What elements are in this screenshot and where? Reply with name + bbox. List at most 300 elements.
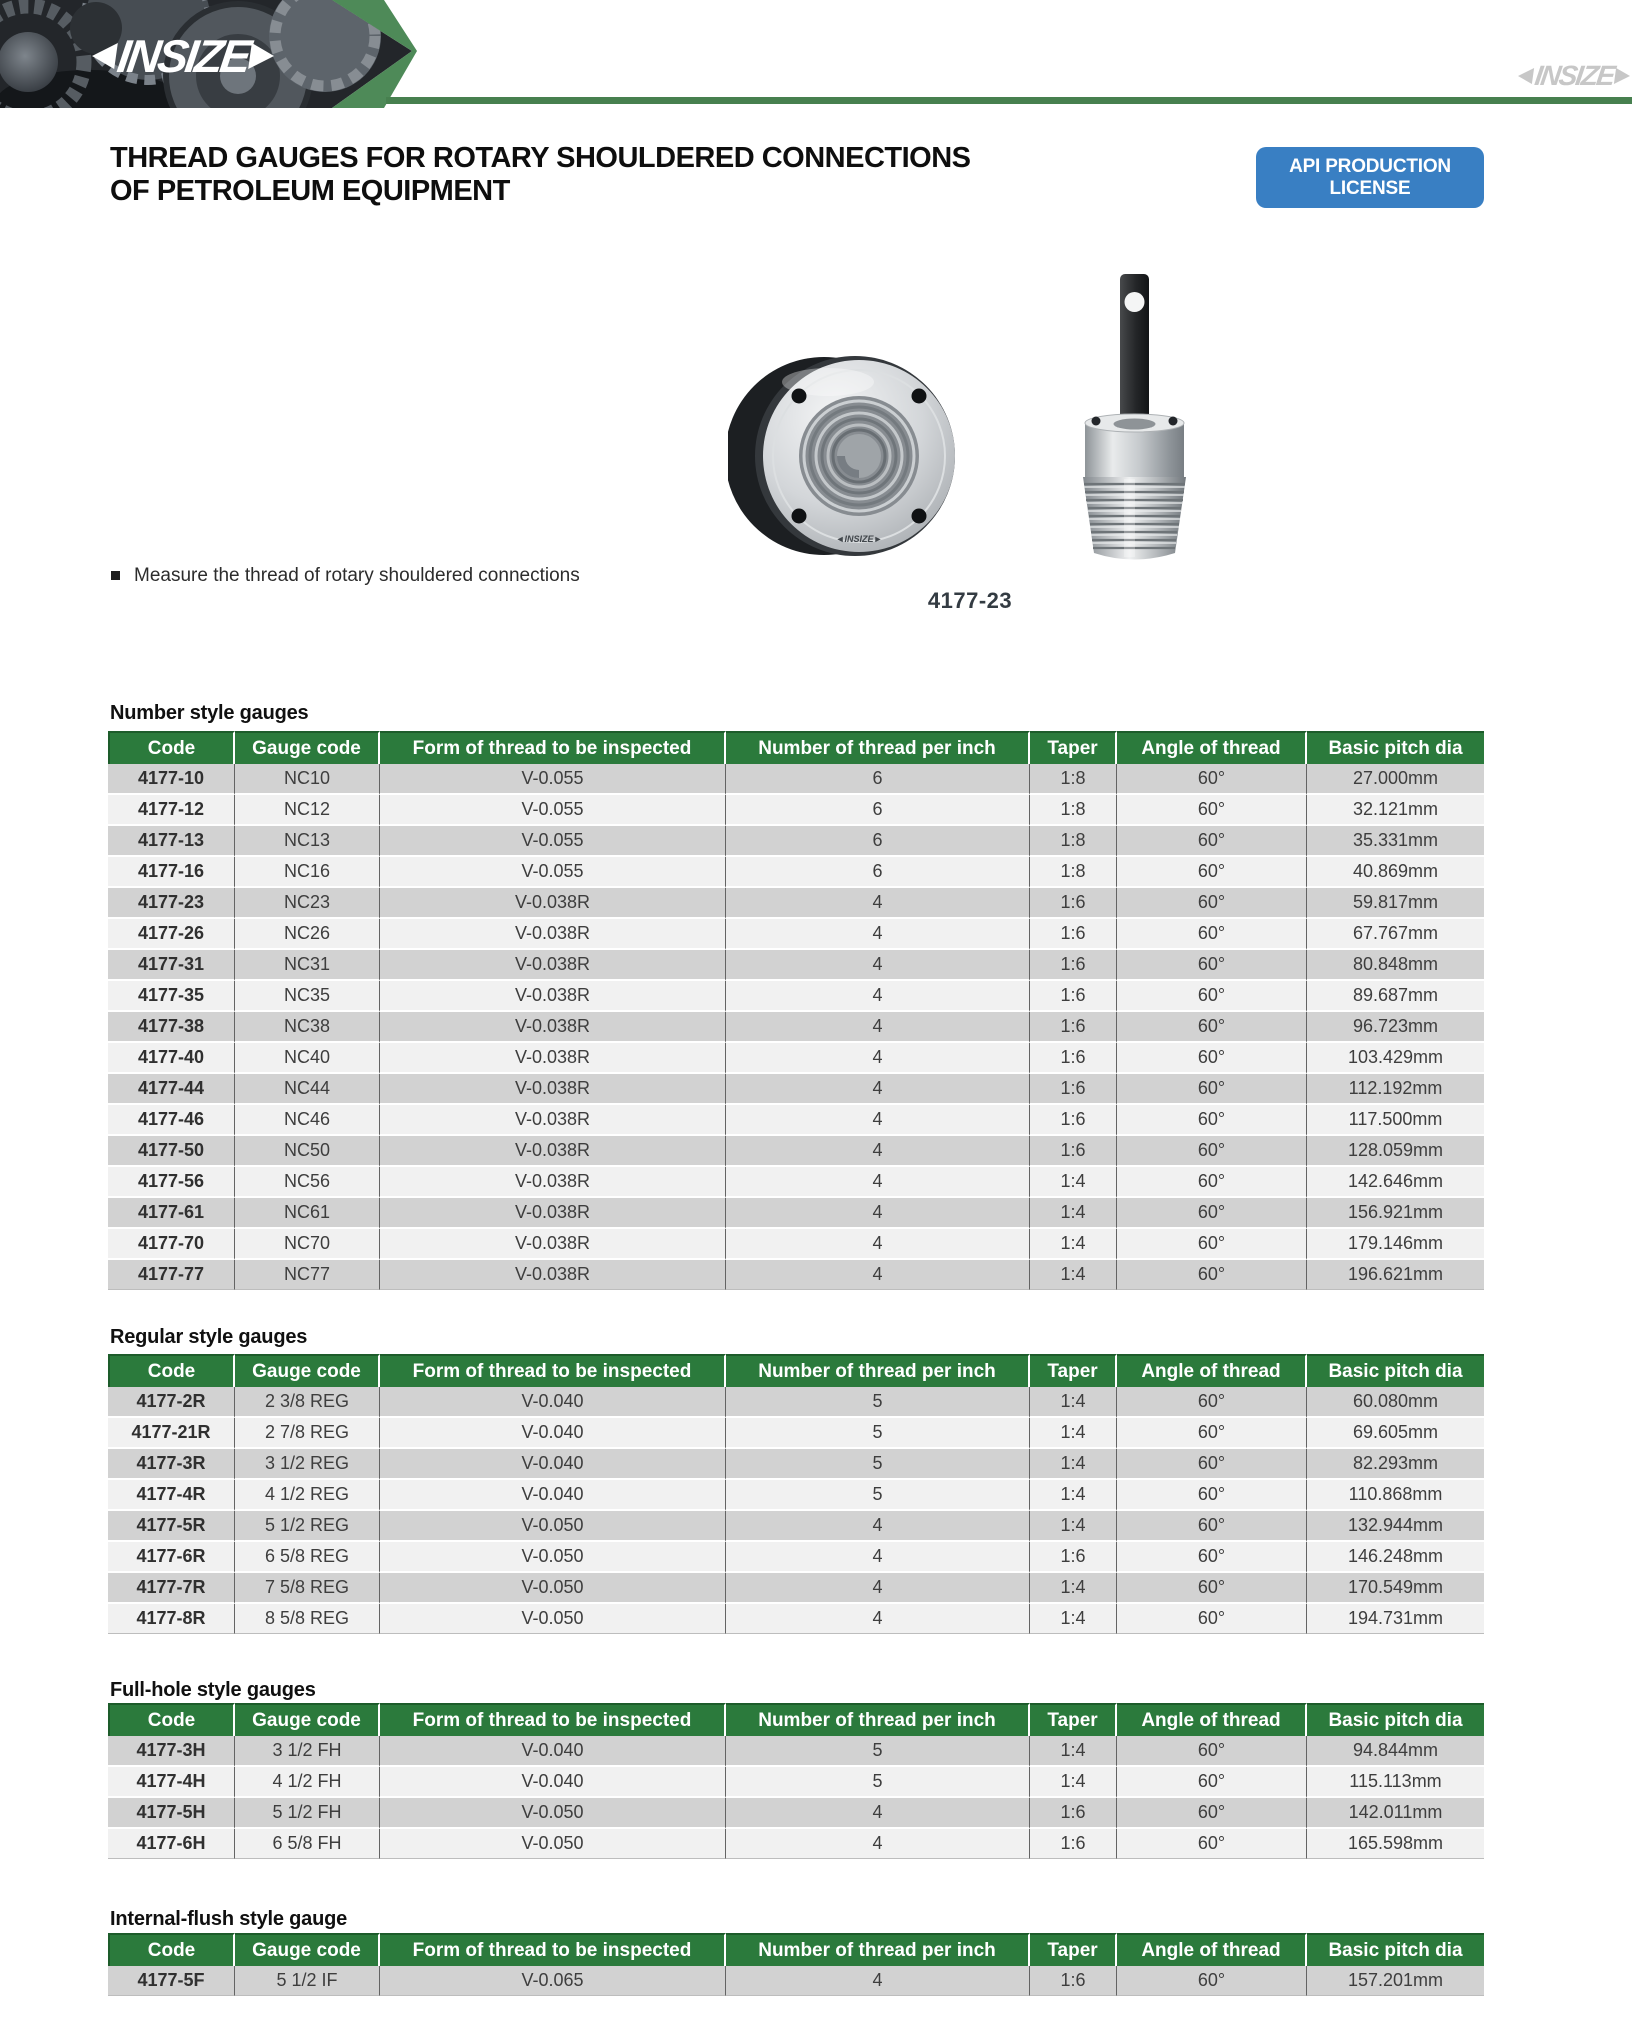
- code-cell: 4177-5F: [108, 1966, 235, 1996]
- data-cell: 2 3/8 REG: [235, 1387, 380, 1418]
- data-cell: V-0.050: [380, 1798, 726, 1829]
- data-cell: 60°: [1117, 1074, 1307, 1105]
- data-cell: 1:4: [1030, 1736, 1117, 1767]
- column-header: Taper: [1030, 1933, 1117, 1966]
- data-cell: 40.869mm: [1307, 857, 1484, 888]
- insize-logo: [88, 30, 278, 82]
- data-cell: 60°: [1117, 795, 1307, 826]
- watermark-left-arrow-icon: [1517, 68, 1534, 84]
- data-cell: 1:4: [1030, 1260, 1117, 1290]
- data-cell: 5: [726, 1480, 1030, 1511]
- data-cell: 60°: [1117, 1198, 1307, 1229]
- data-cell: 60°: [1117, 1105, 1307, 1136]
- data-cell: 1:4: [1030, 1767, 1117, 1798]
- data-cell: 142.646mm: [1307, 1167, 1484, 1198]
- data-cell: 6: [726, 826, 1030, 857]
- code-cell: 4177-77: [108, 1260, 235, 1290]
- plug-gauge-image: [1083, 274, 1186, 560]
- code-cell: 4177-38: [108, 1012, 235, 1043]
- data-cell: V-0.055: [380, 857, 726, 888]
- table-header-row: [108, 1354, 1484, 1387]
- data-cell: 4: [726, 1829, 1030, 1859]
- data-cell: V-0.050: [380, 1542, 726, 1573]
- data-cell: 60°: [1117, 1542, 1307, 1573]
- data-cell: 1:4: [1030, 1418, 1117, 1449]
- data-cell: NC10: [235, 764, 380, 795]
- table-row: [108, 1074, 1484, 1105]
- data-cell: V-0.040: [380, 1449, 726, 1480]
- code-cell: 4177-12: [108, 795, 235, 826]
- column-header: Number of thread per inch: [726, 1354, 1030, 1387]
- column-header: Angle of thread: [1117, 1703, 1307, 1736]
- table-header-row: [108, 1703, 1484, 1736]
- table-row: [108, 1260, 1484, 1290]
- data-cell: 5 1/2 FH: [235, 1798, 380, 1829]
- data-cell: V-0.038R: [380, 888, 726, 919]
- data-cell: 60°: [1117, 1829, 1307, 1859]
- data-cell: 60°: [1117, 1387, 1307, 1418]
- watermark-right-arrow-icon: [1614, 68, 1631, 84]
- code-cell: 4177-16: [108, 857, 235, 888]
- data-cell: 60°: [1117, 1043, 1307, 1074]
- data-cell: 3 1/2 REG: [235, 1449, 380, 1480]
- data-cell: 110.868mm: [1307, 1480, 1484, 1511]
- data-cell: 3 1/2 FH: [235, 1736, 380, 1767]
- column-header: Form of thread to be inspected: [380, 731, 726, 764]
- column-header: Taper: [1030, 1703, 1117, 1736]
- column-header: Gauge code: [235, 1703, 380, 1736]
- data-cell: 1:6: [1030, 1798, 1117, 1829]
- logo-left-arrow-icon: [90, 43, 118, 69]
- data-cell: 4: [726, 1604, 1030, 1634]
- table-row: [108, 1829, 1484, 1859]
- code-cell: 4177-3H: [108, 1736, 235, 1767]
- data-cell: 128.059mm: [1307, 1136, 1484, 1167]
- data-cell: 194.731mm: [1307, 1604, 1484, 1634]
- data-cell: 1:6: [1030, 919, 1117, 950]
- data-cell: V-0.038R: [380, 950, 726, 981]
- table-header-row: [108, 1933, 1484, 1966]
- table-row: [108, 1966, 1484, 1996]
- data-cell: 170.549mm: [1307, 1573, 1484, 1604]
- data-cell: 1:6: [1030, 1542, 1117, 1573]
- code-cell: 4177-4H: [108, 1767, 235, 1798]
- code-cell: 4177-56: [108, 1167, 235, 1198]
- data-cell: 60°: [1117, 1966, 1307, 1996]
- data-cell: 165.598mm: [1307, 1829, 1484, 1859]
- data-cell: 4: [726, 1542, 1030, 1573]
- column-header: Gauge code: [235, 1933, 380, 1966]
- data-cell: NC70: [235, 1229, 380, 1260]
- data-cell: V-0.040: [380, 1387, 726, 1418]
- data-cell: 4: [726, 1136, 1030, 1167]
- table-row: [108, 1511, 1484, 1542]
- data-cell: 4: [726, 1105, 1030, 1136]
- section-title-internal-flush-style: Internal-flush style gauge: [110, 1908, 348, 1930]
- data-cell: V-0.055: [380, 764, 726, 795]
- data-cell: 5: [726, 1387, 1030, 1418]
- data-cell: 1:8: [1030, 795, 1117, 826]
- data-cell: 196.621mm: [1307, 1260, 1484, 1290]
- data-cell: 60°: [1117, 1736, 1307, 1767]
- data-cell: 1:4: [1030, 1604, 1117, 1634]
- data-cell: 1:6: [1030, 1966, 1117, 1996]
- data-cell: 1:4: [1030, 1511, 1117, 1542]
- data-cell: 115.113mm: [1307, 1767, 1484, 1798]
- data-cell: 60°: [1117, 1229, 1307, 1260]
- data-cell: 4: [726, 1798, 1030, 1829]
- data-cell: 60°: [1117, 981, 1307, 1012]
- data-cell: NC12: [235, 795, 380, 826]
- data-cell: 1:8: [1030, 826, 1117, 857]
- data-cell: 4: [726, 1511, 1030, 1542]
- data-cell: 117.500mm: [1307, 1105, 1484, 1136]
- data-cell: 60°: [1117, 1573, 1307, 1604]
- api-production-license-badge: API PRODUCTION LICENSE: [1256, 147, 1484, 208]
- data-cell: 1:6: [1030, 1829, 1117, 1859]
- code-cell: 4177-8R: [108, 1604, 235, 1634]
- code-cell: 4177-70: [108, 1229, 235, 1260]
- table-row: [108, 1105, 1484, 1136]
- data-cell: V-0.038R: [380, 1260, 726, 1290]
- data-cell: 82.293mm: [1307, 1449, 1484, 1480]
- watermark-text: INSIZE: [1532, 60, 1616, 91]
- data-cell: V-0.065: [380, 1966, 726, 1996]
- data-cell: 142.011mm: [1307, 1798, 1484, 1829]
- data-cell: 35.331mm: [1307, 826, 1484, 857]
- table-row: [108, 1573, 1484, 1604]
- data-cell: 69.605mm: [1307, 1418, 1484, 1449]
- column-header: Basic pitch dia: [1307, 1354, 1484, 1387]
- column-header: Angle of thread: [1117, 731, 1307, 764]
- data-cell: 60°: [1117, 1798, 1307, 1829]
- data-cell: 112.192mm: [1307, 1074, 1484, 1105]
- data-cell: 94.844mm: [1307, 1736, 1484, 1767]
- data-cell: 1:6: [1030, 950, 1117, 981]
- data-cell: V-0.038R: [380, 1105, 726, 1136]
- data-cell: NC16: [235, 857, 380, 888]
- data-cell: V-0.055: [380, 795, 726, 826]
- data-cell: 5: [726, 1736, 1030, 1767]
- data-cell: NC26: [235, 919, 380, 950]
- table-row: [108, 1012, 1484, 1043]
- data-cell: 60°: [1117, 1260, 1307, 1290]
- page-title-line2: OF PETROLEUM EQUIPMENT: [110, 175, 510, 207]
- data-cell: NC77: [235, 1260, 380, 1290]
- code-cell: 4177-21R: [108, 1418, 235, 1449]
- code-cell: 4177-7R: [108, 1573, 235, 1604]
- data-cell: V-0.038R: [380, 981, 726, 1012]
- data-cell: NC61: [235, 1198, 380, 1229]
- data-cell: NC31: [235, 950, 380, 981]
- code-cell: 4177-35: [108, 981, 235, 1012]
- data-cell: 4: [726, 888, 1030, 919]
- ring-gauge-image: [728, 356, 955, 556]
- data-cell: 1:4: [1030, 1229, 1117, 1260]
- data-cell: 6: [726, 857, 1030, 888]
- column-header: Taper: [1030, 731, 1117, 764]
- data-cell: 1:8: [1030, 764, 1117, 795]
- code-cell: 4177-44: [108, 1074, 235, 1105]
- page-title: [110, 142, 1110, 208]
- data-cell: 4: [726, 1043, 1030, 1074]
- code-cell: 4177-4R: [108, 1480, 235, 1511]
- data-cell: 5: [726, 1418, 1030, 1449]
- table-row: [108, 888, 1484, 919]
- column-header: Taper: [1030, 1354, 1117, 1387]
- green-rule: [386, 97, 1632, 104]
- data-cell: 60°: [1117, 857, 1307, 888]
- full-hole-style-gauges-table: [108, 1703, 1484, 1859]
- column-header: Code: [108, 731, 235, 764]
- data-cell: 156.921mm: [1307, 1198, 1484, 1229]
- data-cell: 60°: [1117, 764, 1307, 795]
- bullet-square-icon: [111, 571, 120, 580]
- data-cell: 4 1/2 REG: [235, 1480, 380, 1511]
- data-cell: 60°: [1117, 1604, 1307, 1634]
- data-cell: 89.687mm: [1307, 981, 1484, 1012]
- column-header: Code: [108, 1703, 235, 1736]
- column-header: Code: [108, 1933, 235, 1966]
- data-cell: 60°: [1117, 1767, 1307, 1798]
- code-cell: 4177-61: [108, 1198, 235, 1229]
- data-cell: 4: [726, 1074, 1030, 1105]
- product-photo: [728, 266, 1212, 572]
- column-header: Basic pitch dia: [1307, 731, 1484, 764]
- data-cell: V-0.038R: [380, 1167, 726, 1198]
- data-cell: V-0.040: [380, 1418, 726, 1449]
- table-row: [108, 1449, 1484, 1480]
- data-cell: 60°: [1117, 888, 1307, 919]
- data-cell: 1:6: [1030, 1105, 1117, 1136]
- table-row: [108, 1167, 1484, 1198]
- column-header: Angle of thread: [1117, 1933, 1307, 1966]
- column-header: Number of thread per inch: [726, 731, 1030, 764]
- data-cell: 1:6: [1030, 981, 1117, 1012]
- data-cell: 4: [726, 919, 1030, 950]
- data-cell: 32.121mm: [1307, 795, 1484, 826]
- data-cell: NC56: [235, 1167, 380, 1198]
- data-cell: 60.080mm: [1307, 1387, 1484, 1418]
- data-cell: V-0.038R: [380, 919, 726, 950]
- table-row: [108, 1767, 1484, 1798]
- data-cell: NC13: [235, 826, 380, 857]
- column-header: Angle of thread: [1117, 1354, 1307, 1387]
- section-title-regular-style: Regular style gauges: [110, 1326, 308, 1348]
- data-cell: V-0.038R: [380, 1229, 726, 1260]
- data-cell: 4: [726, 1229, 1030, 1260]
- data-cell: 1:6: [1030, 1012, 1117, 1043]
- table-row: [108, 826, 1484, 857]
- data-cell: 8 5/8 REG: [235, 1604, 380, 1634]
- table-row: [108, 919, 1484, 950]
- code-cell: 4177-3R: [108, 1449, 235, 1480]
- code-cell: 4177-40: [108, 1043, 235, 1074]
- data-cell: 1:6: [1030, 1136, 1117, 1167]
- data-cell: 1:4: [1030, 1198, 1117, 1229]
- regular-style-gauges-table: [108, 1354, 1484, 1634]
- data-cell: V-0.050: [380, 1573, 726, 1604]
- data-cell: NC23: [235, 888, 380, 919]
- column-header: Basic pitch dia: [1307, 1703, 1484, 1736]
- table-row: [108, 1480, 1484, 1511]
- data-cell: 4: [726, 1198, 1030, 1229]
- table-row: [108, 950, 1484, 981]
- data-cell: NC44: [235, 1074, 380, 1105]
- table-row: [108, 795, 1484, 826]
- column-header: Form of thread to be inspected: [380, 1703, 726, 1736]
- data-cell: 6 5/8 FH: [235, 1829, 380, 1859]
- table-row: [108, 1198, 1484, 1229]
- table-header-row: [108, 731, 1484, 764]
- code-cell: 4177-26: [108, 919, 235, 950]
- data-cell: 6: [726, 795, 1030, 826]
- data-cell: 1:4: [1030, 1387, 1117, 1418]
- data-cell: V-0.038R: [380, 1136, 726, 1167]
- section-title-full-hole-style: Full-hole style gauges: [110, 1679, 316, 1701]
- feature-bullet: [111, 564, 580, 588]
- data-cell: V-0.038R: [380, 1043, 726, 1074]
- data-cell: 132.944mm: [1307, 1511, 1484, 1542]
- internal-flush-style-gauge-table: [108, 1933, 1484, 1996]
- data-cell: 67.767mm: [1307, 919, 1484, 950]
- data-cell: V-0.055: [380, 826, 726, 857]
- data-cell: 4: [726, 950, 1030, 981]
- logo-right-arrow-icon: [248, 43, 276, 69]
- data-cell: V-0.050: [380, 1511, 726, 1542]
- data-cell: V-0.040: [380, 1767, 726, 1798]
- column-header: Gauge code: [235, 1354, 380, 1387]
- data-cell: V-0.040: [380, 1736, 726, 1767]
- data-cell: 146.248mm: [1307, 1542, 1484, 1573]
- table-row: [108, 1418, 1484, 1449]
- data-cell: 7 5/8 REG: [235, 1573, 380, 1604]
- column-header: Number of thread per inch: [726, 1703, 1030, 1736]
- data-cell: NC40: [235, 1043, 380, 1074]
- data-cell: 1:8: [1030, 857, 1117, 888]
- column-header: Basic pitch dia: [1307, 1933, 1484, 1966]
- data-cell: 60°: [1117, 1418, 1307, 1449]
- logo-text: INSIZE: [114, 30, 252, 82]
- data-cell: 5: [726, 1767, 1030, 1798]
- data-cell: 6 5/8 REG: [235, 1542, 380, 1573]
- data-cell: 103.429mm: [1307, 1043, 1484, 1074]
- data-cell: 4: [726, 1260, 1030, 1290]
- table-row: [108, 1229, 1484, 1260]
- data-cell: 6: [726, 764, 1030, 795]
- table-row: [108, 1136, 1484, 1167]
- column-header: Number of thread per inch: [726, 1933, 1030, 1966]
- table-row: [108, 1798, 1484, 1829]
- data-cell: 1:6: [1030, 1043, 1117, 1074]
- data-cell: 60°: [1117, 1012, 1307, 1043]
- data-cell: 27.000mm: [1307, 764, 1484, 795]
- data-cell: 60°: [1117, 826, 1307, 857]
- data-cell: 1:4: [1030, 1167, 1117, 1198]
- data-cell: V-0.038R: [380, 1012, 726, 1043]
- data-cell: V-0.050: [380, 1829, 726, 1859]
- data-cell: 1:4: [1030, 1480, 1117, 1511]
- data-cell: 1:4: [1030, 1573, 1117, 1604]
- product-caption: 4177-23: [927, 588, 1013, 613]
- data-cell: 60°: [1117, 1136, 1307, 1167]
- data-cell: 4: [726, 1966, 1030, 1996]
- number-style-gauges-table: [108, 731, 1484, 1290]
- column-header: Form of thread to be inspected: [380, 1354, 726, 1387]
- data-cell: 2 7/8 REG: [235, 1418, 380, 1449]
- table-row: [108, 1604, 1484, 1634]
- feature-text: Measure the thread of rotary shouldered connections: [134, 565, 580, 586]
- data-cell: 59.817mm: [1307, 888, 1484, 919]
- code-cell: 4177-46: [108, 1105, 235, 1136]
- code-cell: 4177-6H: [108, 1829, 235, 1859]
- table-row: [108, 1043, 1484, 1074]
- data-cell: 60°: [1117, 919, 1307, 950]
- insize-watermark: [1516, 62, 1632, 90]
- data-cell: NC38: [235, 1012, 380, 1043]
- data-cell: 5 1/2 IF: [235, 1966, 380, 1996]
- code-cell: 4177-23: [108, 888, 235, 919]
- code-cell: 4177-10: [108, 764, 235, 795]
- data-cell: 4: [726, 1167, 1030, 1198]
- data-cell: 5: [726, 1449, 1030, 1480]
- data-cell: NC35: [235, 981, 380, 1012]
- code-cell: 4177-5H: [108, 1798, 235, 1829]
- data-cell: 60°: [1117, 950, 1307, 981]
- data-cell: 5 1/2 REG: [235, 1511, 380, 1542]
- code-cell: 4177-5R: [108, 1511, 235, 1542]
- page-title-line1: THREAD GAUGES FOR ROTARY SHOULDERED CONNECTIONS: [110, 142, 971, 174]
- data-cell: NC46: [235, 1105, 380, 1136]
- table-row: [108, 857, 1484, 888]
- table-row: [108, 981, 1484, 1012]
- data-cell: NC50: [235, 1136, 380, 1167]
- section-title-number-style: Number style gauges: [110, 702, 309, 724]
- data-cell: V-0.038R: [380, 1198, 726, 1229]
- code-cell: 4177-2R: [108, 1387, 235, 1418]
- table-row: [108, 1736, 1484, 1767]
- table-row: [108, 1387, 1484, 1418]
- data-cell: 60°: [1117, 1167, 1307, 1198]
- data-cell: 60°: [1117, 1511, 1307, 1542]
- data-cell: 60°: [1117, 1449, 1307, 1480]
- data-cell: 80.848mm: [1307, 950, 1484, 981]
- data-cell: V-0.050: [380, 1604, 726, 1634]
- code-cell: 4177-50: [108, 1136, 235, 1167]
- column-header: Code: [108, 1354, 235, 1387]
- data-cell: 157.201mm: [1307, 1966, 1484, 1996]
- data-cell: 1:6: [1030, 888, 1117, 919]
- data-cell: 4: [726, 1573, 1030, 1604]
- data-cell: 60°: [1117, 1480, 1307, 1511]
- column-header: Gauge code: [235, 731, 380, 764]
- data-cell: 1:4: [1030, 1449, 1117, 1480]
- code-cell: 4177-13: [108, 826, 235, 857]
- code-cell: 4177-6R: [108, 1542, 235, 1573]
- data-cell: 179.146mm: [1307, 1229, 1484, 1260]
- data-cell: 4: [726, 981, 1030, 1012]
- data-cell: V-0.040: [380, 1480, 726, 1511]
- table-row: [108, 1542, 1484, 1573]
- data-cell: 4: [726, 1012, 1030, 1043]
- table-row: [108, 764, 1484, 795]
- ring-insize-mark: ◄INSIZE►: [835, 534, 883, 544]
- code-cell: 4177-31: [108, 950, 235, 981]
- column-header: Form of thread to be inspected: [380, 1933, 726, 1966]
- data-cell: 1:6: [1030, 1074, 1117, 1105]
- data-cell: 4 1/2 FH: [235, 1767, 380, 1798]
- data-cell: 96.723mm: [1307, 1012, 1484, 1043]
